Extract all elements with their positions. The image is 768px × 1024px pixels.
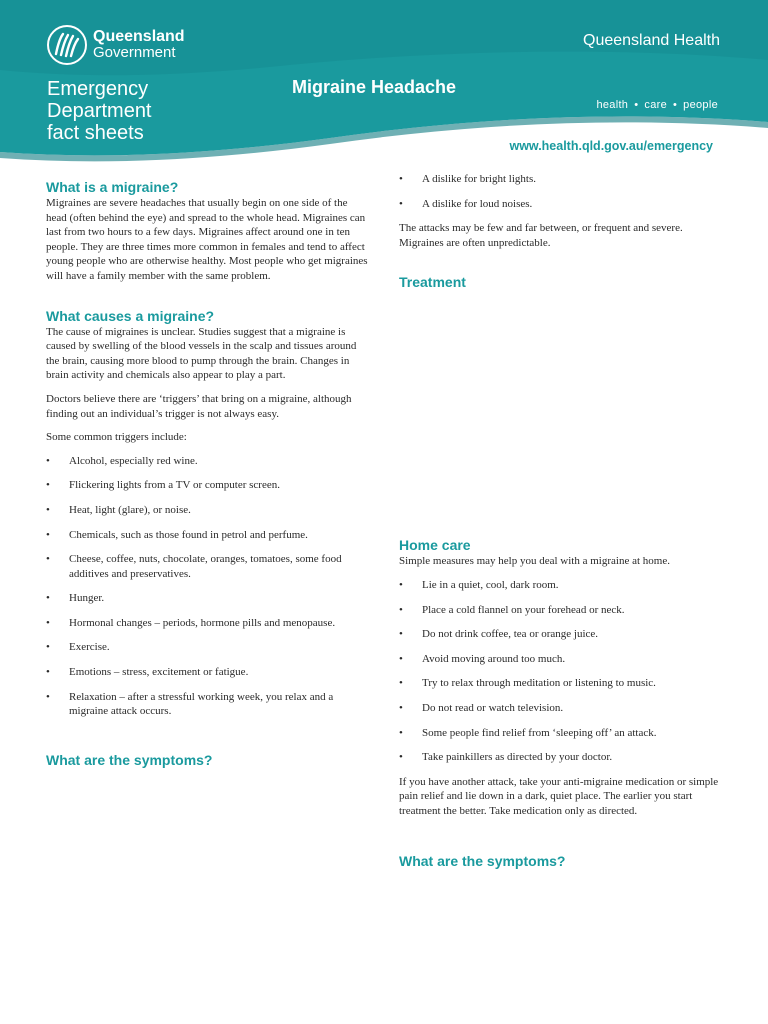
dept-line-3: fact sheets: [47, 122, 144, 144]
bullet-icon: •: [46, 479, 50, 492]
causes-paragraph-3: Some common triggers include:: [46, 431, 187, 444]
queensland-government-logo: [46, 24, 185, 66]
bullet-icon: •: [399, 726, 403, 739]
website-link[interactable]: www.health.qld.gov.au/emergency: [509, 139, 713, 153]
list-item: • Hunger.: [46, 592, 105, 605]
logo-line-1: Queensland: [93, 28, 185, 45]
bullet-icon: •: [46, 666, 50, 679]
list-item: • Alcohol, especially red wine.: [46, 454, 198, 467]
list-item: • Relaxation – after a stressful working week, you relax and a migraine attack occurs.: [46, 690, 334, 718]
home-care-paragraph: Simple measures may help you deal with a migraine at home.: [399, 555, 670, 568]
list-item: • Exercise.: [46, 641, 110, 654]
bullet-icon: •: [399, 578, 403, 591]
what-is-paragraph: Migraines are severe headaches that usually begin on one side of the head (often behind the eye) and spread to the whole head. Migraines can last from two hours to a few days. Migraines affect around one in ten people. They are three times more common in females and tend to affect young people who are otherwise healthy. Most people who get migraines will have a family member with the same problem.: [46, 197, 368, 282]
page-title: Migraine Headache: [292, 77, 457, 97]
bullet-icon: •: [46, 690, 50, 703]
bullet-icon: •: [673, 99, 678, 111]
tagline-word-1: health: [596, 99, 629, 111]
section-heading-symptoms: What are the symptoms?: [46, 751, 213, 768]
section-heading-causes: What causes a migraine?: [46, 307, 215, 324]
list-item: • Cheese, coffee, nuts, chocolate, oranges, tomatoes, some food additives and preservatives.: [46, 553, 342, 580]
bullet-icon: •: [399, 603, 403, 616]
list-item: • Lie in a quiet, cool, dark room.: [399, 578, 559, 591]
bullet-icon: •: [399, 628, 403, 641]
section-heading-what-is: What is a migraine?: [46, 179, 179, 195]
causes-paragraph-1: The cause of migraines is unclear. Studies suggest that a migraine is caused by swelling of the blood vessels in the scalp and tissues around the brain, causing more blood to pump through the brain. Changes in brain activity and chemicals also appear to play a part.: [46, 325, 357, 382]
bullet-icon: •: [46, 503, 50, 516]
crest-icon: [46, 24, 88, 66]
treatment-blank-area: [399, 291, 719, 536]
bullet-icon: •: [399, 751, 403, 764]
home-care-list: [399, 578, 719, 765]
triggers-list: [46, 454, 368, 719]
list-item: • A dislike for loud noises.: [399, 197, 533, 210]
list-item: • Try to relax through meditation or listening to music.: [399, 677, 656, 690]
dept-line-1: Emergency: [47, 78, 149, 100]
logo-line-2: Government: [93, 44, 176, 61]
attack-advice-paragraph: If you have another attack, take your anti-migraine medication or simple pain relief and lie down in a dark, quiet place. The earlier you start treatment the better. Take medication only as directed.: [399, 775, 719, 817]
bullet-icon: •: [399, 652, 403, 665]
list-item: • Avoid moving around too much.: [399, 652, 566, 665]
attacks-paragraph: The attacks may be few and far between, or frequent and severe. Migraines are often unpredictable.: [399, 222, 683, 249]
bullet-icon: •: [46, 616, 50, 629]
list-item: • A dislike for bright lights.: [399, 173, 536, 185]
list-item: • Emotions – stress, excitement or fatigue.: [46, 666, 249, 679]
section-heading-treatment: Treatment: [399, 274, 466, 291]
symptoms-list: [399, 172, 719, 211]
left-column: [46, 178, 368, 769]
list-item: • Do not drink coffee, tea or orange juice.: [399, 628, 599, 641]
bullet-icon: •: [399, 677, 403, 690]
list-item: • Flickering lights from a TV or computer screen.: [46, 479, 280, 492]
list-item: • Take painkillers as directed by your doctor.: [399, 751, 613, 764]
list-item: • Heat, light (glare), or noise.: [46, 503, 191, 516]
brand-name: Queensland Health: [583, 32, 720, 49]
list-item: • Chemicals, such as those found in petrol and perfume.: [46, 528, 308, 541]
bullet-icon: •: [46, 592, 50, 605]
page-header: [0, 0, 768, 165]
bullet-icon: •: [399, 197, 403, 210]
bullet-icon: •: [399, 701, 403, 714]
bullet-icon: •: [46, 641, 50, 654]
bullet-icon: •: [399, 173, 403, 185]
bullet-icon: •: [634, 99, 639, 111]
bullet-icon: •: [46, 553, 50, 566]
department-label: [47, 78, 152, 144]
list-item: • Do not read or watch television.: [399, 701, 564, 714]
bullet-icon: •: [46, 454, 50, 467]
tagline-word-3: people: [683, 99, 718, 111]
bullet-icon: •: [46, 528, 50, 541]
dept-line-2: Department: [47, 100, 152, 122]
list-item: • Hormonal changes – periods, hormone pills and menopause.: [46, 616, 336, 629]
section-heading-symptoms-2: What are the symptoms?: [399, 852, 566, 869]
right-column: [399, 172, 719, 870]
tagline-word-2: care: [644, 99, 667, 111]
list-item: • Some people find relief from ‘sleeping off’ an attack.: [399, 726, 657, 739]
section-heading-home-care: Home care: [399, 537, 471, 554]
tagline: [596, 99, 718, 111]
causes-paragraph-2: Doctors believe there are ‘triggers’ that bring on a migraine, although finding out an individual’s trigger is not always easy.: [46, 392, 352, 420]
list-item: • Place a cold flannel on your forehead or neck.: [399, 603, 625, 616]
